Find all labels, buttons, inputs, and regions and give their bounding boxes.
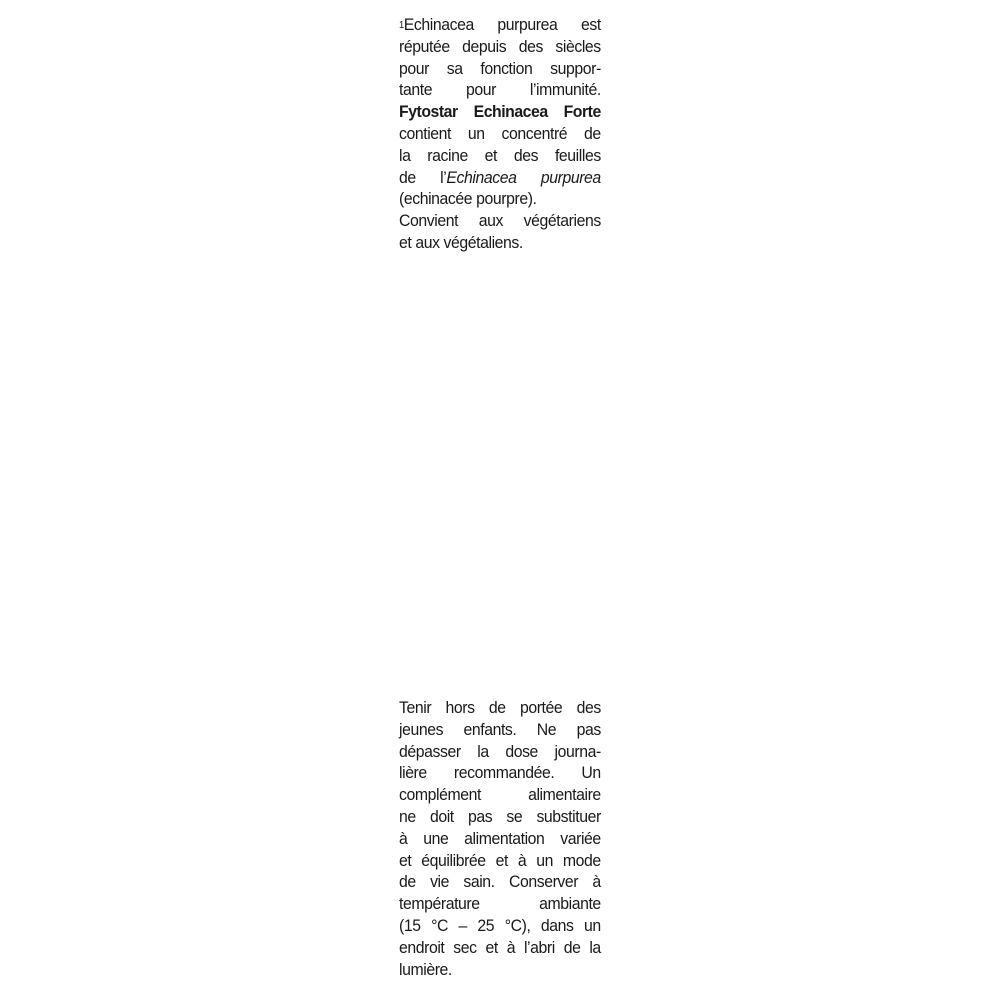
warning-line: Tenir hors de portée des (399, 698, 601, 717)
description-line: pour sa fonction suppor- (399, 58, 601, 78)
warning-line: et équilibrée et à un mode (399, 850, 601, 870)
product-name-line (399, 101, 601, 123)
warning-line: endroit sec et à l’abri de la (399, 937, 601, 957)
product-name: Fytostar Echinacea Forte (399, 102, 601, 122)
description-line (399, 14, 601, 36)
warning-line: ne doit pas se substituer (399, 806, 601, 826)
description-line (399, 167, 601, 189)
description-line: contient un concentré de (399, 123, 601, 143)
warnings-section (399, 697, 601, 980)
warning-line: complément alimentaire (399, 785, 601, 805)
warning-line: à une alimentation variée (399, 828, 601, 848)
warning-line: de vie sain. Conserver à (399, 872, 601, 892)
description-line: réputée depuis des siècles (399, 36, 601, 56)
warning-line: lière recommandée. Un (399, 763, 601, 783)
description-line: et aux végétaliens. (399, 232, 523, 252)
footnote-mark: 1 (399, 20, 404, 31)
species-name: Echinacea purpurea (446, 167, 601, 187)
description-line: (echinacée pourpre). (399, 189, 537, 209)
description-text: Echinacea purpurea est (403, 15, 601, 34)
warning-line: lumière. (399, 959, 452, 979)
warning-line: dépasser la dose journa- (399, 741, 601, 761)
warning-line: (15 °C – 25 °C), dans un (399, 915, 601, 935)
description-line: tante pour l’immunité. (399, 80, 601, 100)
product-description (399, 14, 601, 254)
description-line: la racine et des feuilles (399, 145, 601, 165)
description-text: de l’ (399, 167, 447, 187)
warning-line: température ambiante (399, 894, 601, 914)
description-line: Convient aux végétariens (399, 211, 601, 231)
warning-line: jeunes enfants. Ne pas (399, 719, 601, 739)
